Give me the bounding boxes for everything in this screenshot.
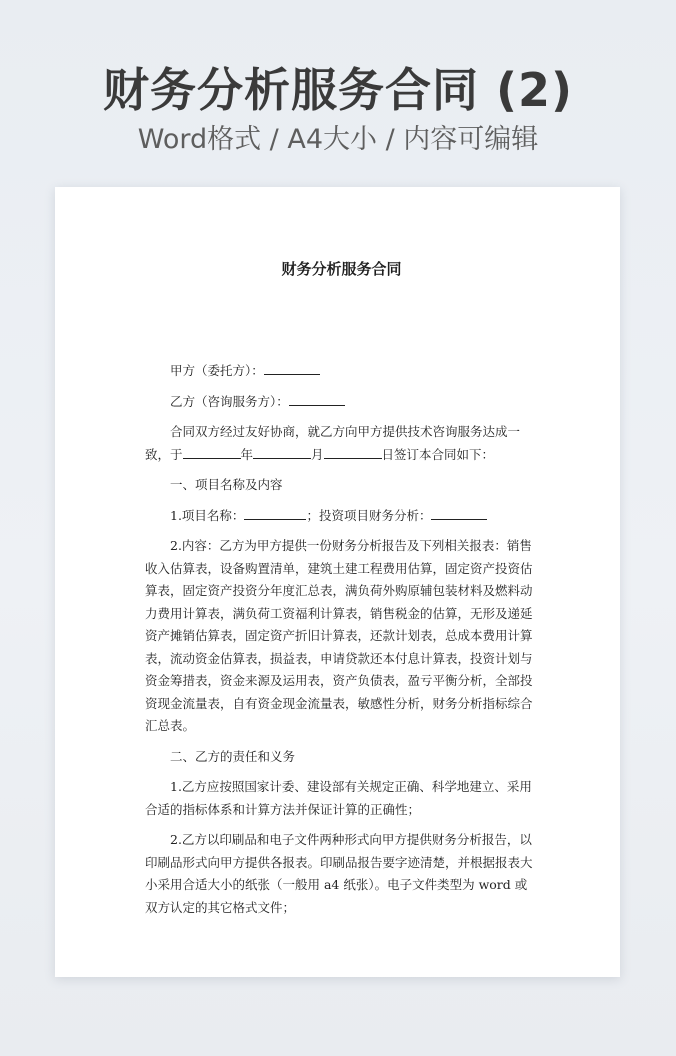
- intro-text-2c: 月: [311, 446, 324, 462]
- party-a-label: 甲方（委托方）：: [170, 363, 264, 378]
- item-1-label: 1.项目名称：: [170, 507, 245, 523]
- document-title: 财务分析服务合同: [281, 260, 402, 278]
- intro-text-1: 合同双方经过友好协商，就乙方向甲方提供技术咨询服务达成一: [170, 424, 521, 439]
- day-blank[interactable]: [324, 444, 382, 459]
- year-blank[interactable]: [183, 444, 241, 459]
- document-body: [145, 260, 538, 919]
- intro-line-2: [145, 444, 538, 467]
- party-b-blank[interactable]: [289, 391, 345, 406]
- page-title: 财务分析服务合同 (2): [102, 63, 574, 117]
- intro-line-1: [145, 421, 538, 444]
- party-b-line: [145, 391, 538, 414]
- intro-text-2b: 年: [240, 446, 254, 462]
- project-name-blank[interactable]: [244, 505, 306, 520]
- duty-2-paragraph: 2.乙方以印刷品和电子文件两种形式向甲方提供财务分析报告，以印刷品形式向甲方提供各报表。印刷品报告要字迹清楚，并根据报表大小采用合适大小的纸张（一般用 a4 纸张）。电子文件类型为 word 或双方认定的其它格式文件；: [145, 832, 533, 915]
- financial-analysis-blank[interactable]: [431, 505, 487, 520]
- item-1-line: [145, 505, 538, 528]
- party-b-label: 乙方（咨询服务方）：: [170, 393, 289, 409]
- month-blank[interactable]: [253, 444, 311, 459]
- intro-text-2d: 日签订本合同如下：: [381, 446, 495, 462]
- item-2-paragraph: 2.内容：乙方为甲方提供一份财务分析报告及下列相关报表：销售收入估算表，设备购置清单，建筑土建工程费用估算，固定资产投资估算表，固定资产投资分年度汇总表，满负荷外购原辅包装材料及燃料动力费用计算表，满负荷工资福利计算表，销售税金的估算，无形及递延资产摊销估算表，固定资产折旧计算表，还款计划表，总成本费用计算表，流动资金估算表，损益表，申请贷款还本付息计算表，投资计划与资金筹措表，资金来源及运用表，资产负债表，盈亏平衡分析，全部投资现金流量表，自有资金现金流量表，敏感性分析，财务分析指标综合汇总表。: [145, 538, 533, 733]
- section-1-title: 一、项目名称及内容: [170, 477, 283, 492]
- intro-text-2a: 致，于: [145, 446, 183, 462]
- item-1-sep: ；投资项目财务分析：: [306, 507, 432, 523]
- document-page: [55, 187, 620, 977]
- page-subtitle: Word格式 / A4大小 / 内容可编辑: [137, 124, 539, 155]
- header: [0, 60, 676, 160]
- duty-1-paragraph: 1.乙方应按照国家计委、建设部有关规定正确、科学地建立、采用合适的指标体系和计算方法并保证计算的正确性；: [145, 779, 532, 817]
- party-a-line: [145, 360, 538, 383]
- section-2-title: 二、乙方的责任和义务: [170, 748, 296, 764]
- party-a-blank[interactable]: [264, 360, 320, 375]
